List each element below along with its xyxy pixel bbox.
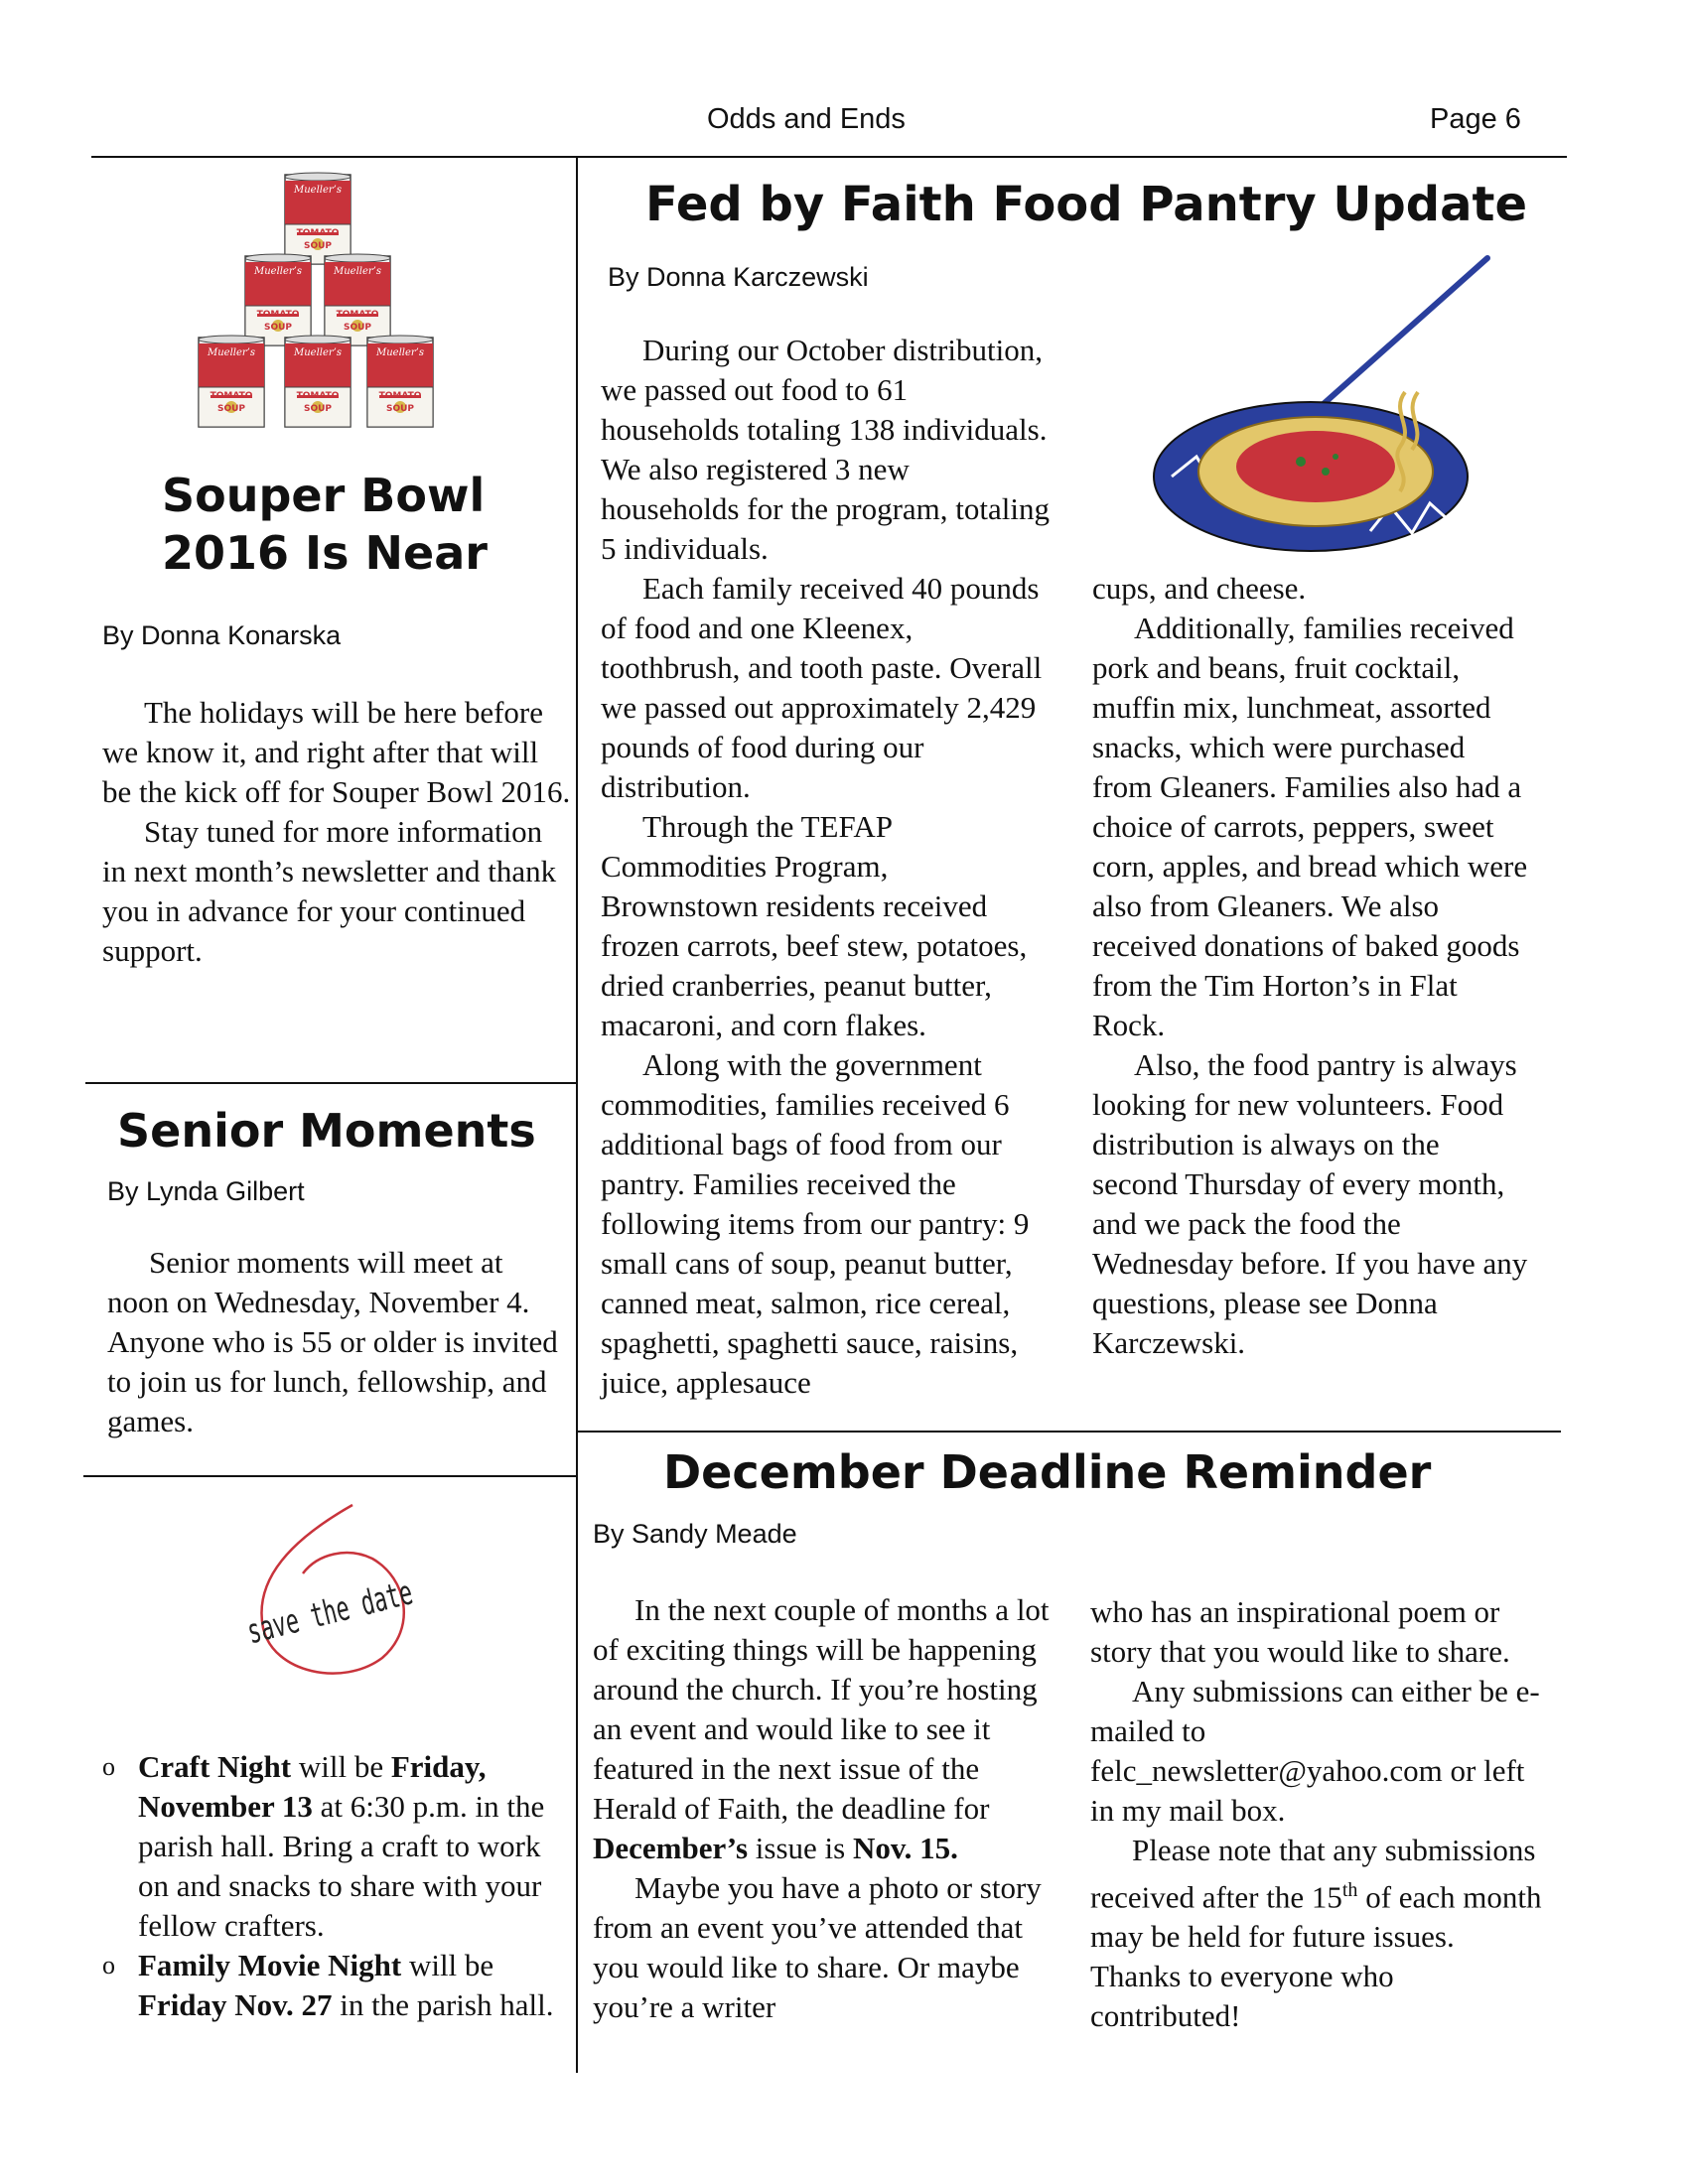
pantry-column-2 — [1092, 569, 1529, 1363]
event-date: Friday, November 13 — [138, 1749, 487, 1824]
text: Please note that any submissions received after the 15 — [1090, 1833, 1536, 1915]
text: in the parish hall. — [332, 1987, 554, 2022]
text: of each month may be held for future issues. Thanks to everyone who contributed! — [1090, 1879, 1542, 2034]
can-flavor: TOMATO — [336, 310, 379, 320]
paragraph: who has an inspirational poem or story that you would like to share. — [1090, 1594, 1510, 1669]
spaghetti-plate-illustration — [1152, 253, 1489, 561]
senior-moments-title: Senior Moments — [117, 1104, 536, 1158]
souper-bowl-body — [102, 693, 571, 971]
can-brand: Mueller’s — [207, 347, 256, 358]
can-flavor: TOMATO — [256, 310, 300, 320]
paragraph — [1090, 1831, 1542, 2036]
can-flavor: TOMATO — [296, 391, 340, 401]
text: at 6:30 p.m. in the parish hall. Bring a craft to work on and snacks to share with your fellow crafters. — [138, 1789, 545, 1943]
pantry-column-1 — [601, 331, 1053, 1403]
paragraph — [593, 1590, 1064, 1868]
paragraph: cups, and cheese. — [1092, 571, 1307, 606]
section-name: Odds and Ends — [707, 103, 906, 135]
can-flavor: TOMATO — [296, 228, 340, 238]
list-item — [102, 1946, 559, 2025]
deadline-title: December Deadline Reminder — [663, 1445, 1432, 1499]
can-flavor: TOMATO — [210, 391, 253, 401]
can-type: SOUP — [216, 404, 246, 414]
can-type: SOUP — [303, 241, 333, 251]
bullet-marker: o — [102, 1951, 115, 1979]
can-brand: Mueller’s — [253, 266, 303, 277]
souper-bowl-title-line1: Souper Bowl — [162, 469, 486, 522]
deadline-byline: By Sandy Meade — [593, 1519, 797, 1549]
can-flavor: TOMATO — [378, 391, 422, 401]
paragraph: Each family received 40 pounds of food and one Kleenex, toothbrush, and tooth paste. Overall we passed out approximately 2,429 pounds of food during our distribution. — [601, 571, 1043, 804]
section-rule — [85, 1082, 576, 1084]
header-rule — [91, 156, 1567, 158]
page-number: Page 6 — [1430, 103, 1521, 135]
text: issue is — [748, 1831, 853, 1865]
can-type: SOUP — [303, 404, 333, 414]
deadline-column-1 — [593, 1590, 1064, 2027]
can-brand: Mueller’s — [293, 347, 343, 358]
paragraph: Maybe you have a photo or story from an event you’ve attended that you would like to share. Or maybe you’re a writer — [593, 1870, 1042, 2024]
can-type: SOUP — [385, 404, 415, 414]
can-type: SOUP — [343, 323, 372, 333]
event-date: Friday Nov. 27 — [138, 1987, 333, 2022]
pantry-title: Fed by Faith Food Pantry Update — [645, 177, 1527, 232]
event-name: Family Movie Night — [138, 1948, 402, 1982]
save-the-date-logo — [233, 1499, 509, 1717]
paragraph: During our October distribution, we passed out food to 61 households totaling 138 individuals. We also registered 3 new households for the program, totaling 5 individuals. — [601, 333, 1050, 566]
can-brand: Mueller’s — [293, 185, 343, 196]
can-type: SOUP — [263, 323, 293, 333]
paragraph: The holidays will be here before we know it, and right after that will be the kick off for Souper Bowl 2016. — [102, 695, 571, 809]
souper-bowl-title-line2: 2016 Is Near — [162, 526, 488, 580]
text: In the next couple of months a lot of exciting things will be happening around the church. If you’re hosting an event and would like to see it featured in the next issue of the Herald of Faith, the deadline for — [593, 1592, 1050, 1826]
events-list — [102, 1747, 559, 2025]
deadline-column-2 — [1090, 1592, 1542, 2036]
souper-bowl-byline: By Donna Konarska — [102, 620, 342, 650]
soup-cans-illustration — [189, 169, 447, 437]
list-item — [102, 1747, 559, 1946]
emphasis: December’s — [593, 1831, 749, 1865]
section-rule — [578, 1431, 1561, 1433]
senior-moments-body — [107, 1243, 564, 1441]
section-rule — [83, 1475, 576, 1477]
paragraph: Also, the food pantry is always looking for new volunteers. Food distribution is always on the second Thursday of every month, and we pack the food the Wednesday before. If you have any questions, please see Donna Karczewski. — [1092, 1047, 1528, 1360]
paragraph: Any submissions can either be e-mailed to felc_newsletter@yahoo.com or left in my mail box. — [1090, 1674, 1540, 1828]
ordinal-suffix: th — [1341, 1879, 1358, 1901]
text: will be — [401, 1948, 494, 1982]
paragraph: Along with the government commodities, families received 6 additional bags of food from our pantry. Families received the following items from our pantry: 9 small cans of soup, peanut butter, canned meat, salmon, rice cereal, spaghetti, spaghetti sauce, raisins, juice, applesauce — [601, 1047, 1030, 1400]
paragraph: Additionally, families received pork and beans, fruit cocktail, muffin mix, lunchmeat, assorted snacks, which were purchased from Gleaners. Families also had a choice of carrots, peppers, sweet corn, apples, and bread which were also from Gleaners. We also received donations of baked goods from the Tim Horton’s in Flat Rock. — [1092, 611, 1528, 1042]
paragraph: Senior moments will meet at noon on Wednesday, November 4. Anyone who is 55 or older is invited to join us for lunch, fellowship, and games. — [107, 1245, 558, 1438]
paragraph: Through the TEFAP Commodities Program, Brownstown residents received frozen carrots, beef stew, potatoes, dried cranberries, peanut butter, macaroni, and corn flakes. — [601, 809, 1028, 1042]
event-name: Craft Night — [138, 1749, 292, 1784]
bullet-marker: o — [102, 1752, 115, 1781]
paragraph: Stay tuned for more information in next month’s newsletter and thank you in advance for your continued support. — [102, 814, 557, 968]
senior-moments-byline: By Lynda Gilbert — [107, 1176, 305, 1206]
emphasis: Nov. 15. — [852, 1831, 958, 1865]
save-the-date-text: save the date — [243, 1550, 509, 1653]
column-divider — [576, 157, 578, 2073]
text: will be — [291, 1749, 391, 1784]
pantry-byline: By Donna Karczewski — [608, 262, 869, 292]
can-brand: Mueller’s — [375, 347, 425, 358]
can-brand: Mueller’s — [333, 266, 382, 277]
